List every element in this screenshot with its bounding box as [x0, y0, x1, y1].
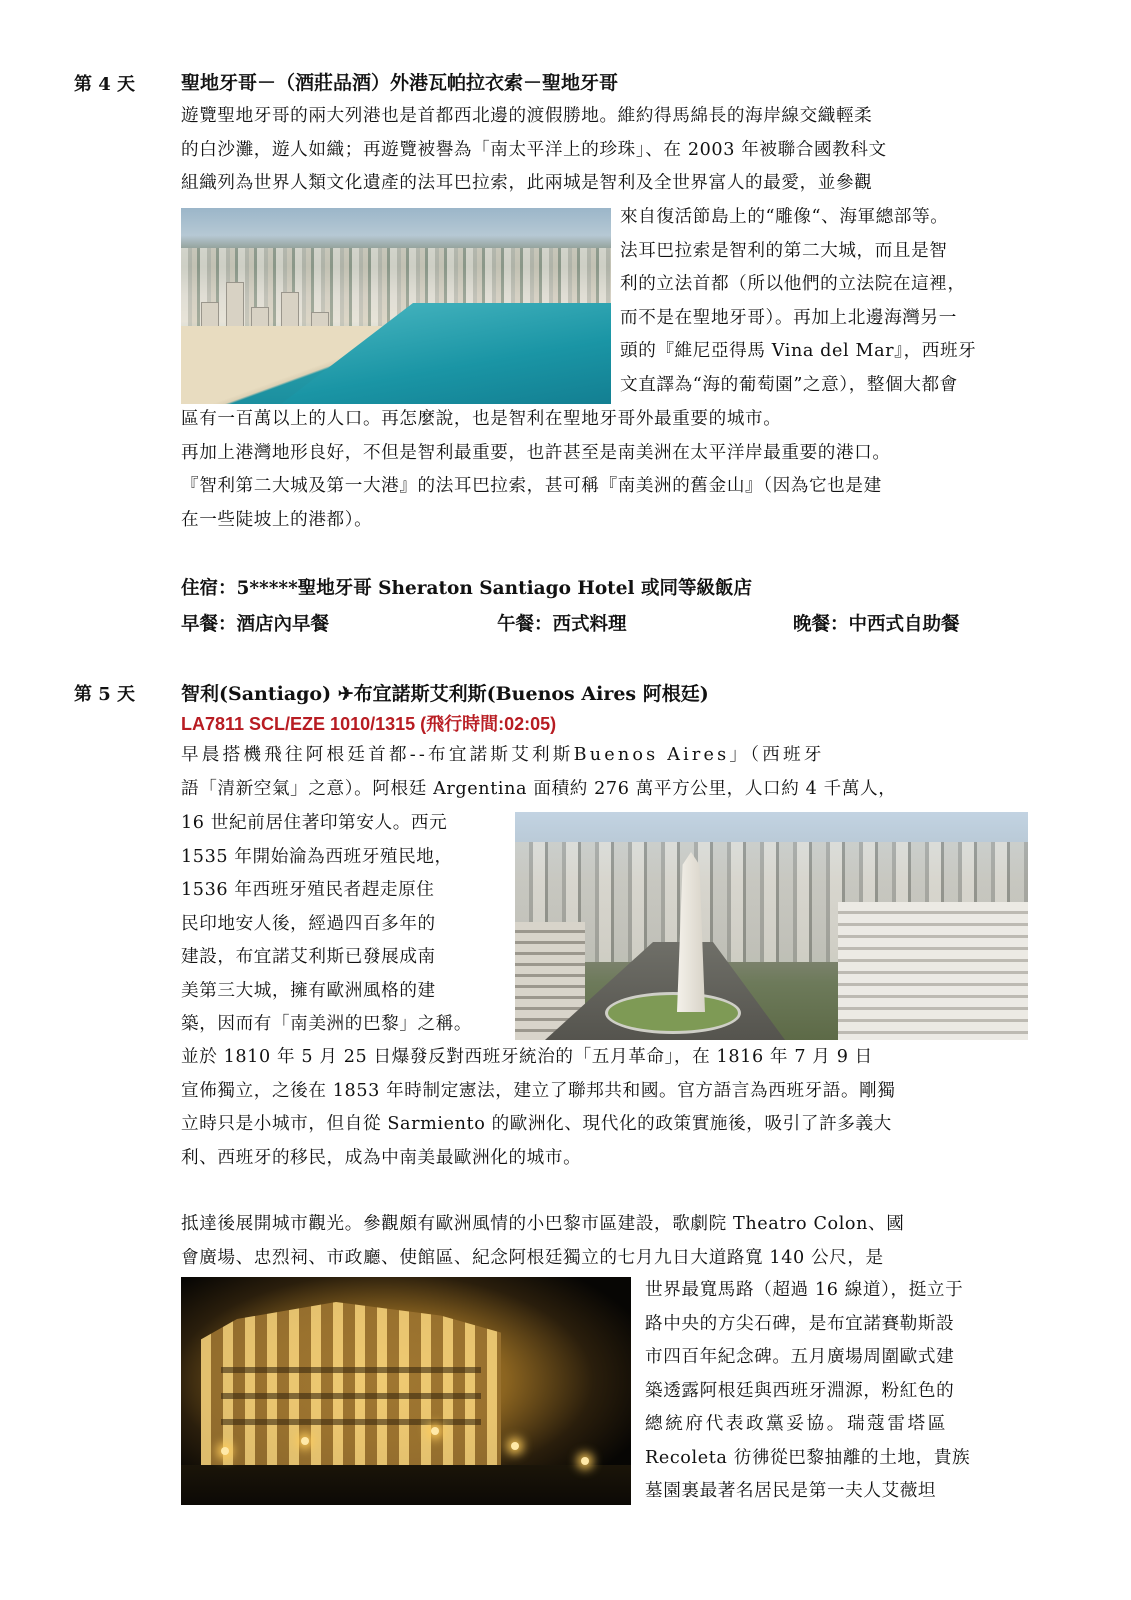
day5-tour-side-line: 築透露阿根廷與西班牙淵源，粉紅色的 [645, 1380, 955, 1401]
day5-side-line: 美第三大城，擁有歐洲風格的建 [181, 980, 436, 1001]
day5-label: 第 5 天 [74, 684, 136, 705]
day5-after-line: 利、西班牙的移民，成為中南美最歐洲化的城市。 [181, 1147, 582, 1168]
day4-side-line: 來自復活節島上的“雕像“、海軍總部等。 [620, 207, 949, 227]
day5-side-line: 築，因而有「南美洲的巴黎」之稱。 [181, 1014, 473, 1034]
day5-tour-side-line: 世界最寬馬路（超過 16 線道），挺立于 [645, 1280, 964, 1300]
day5-title: 智利(Santiago) ✈布宜諾斯艾利斯(Buenos Aires 阿根廷) [181, 683, 709, 705]
day4-side-line: 頭的『維尼亞得馬 Vina del Mar』，西班牙 [620, 341, 977, 361]
day5-tour-text [181, 1208, 904, 1275]
day4-line: 組織列為世界人類文化遺產的法耳巴拉索，此兩城是智利及全世界富人的最愛，並參觀 [181, 173, 873, 193]
day5-tour-line: 抵達後展開城市觀光。參觀頗有歐洲風情的小巴黎市區建設，歌劇院 Theatro Colon、國 [181, 1214, 905, 1234]
day4-after-line: 『智利第二大城及第一大港』的法耳巴拉索，甚可稱『南美洲的舊金山』（因為它也是建 [181, 476, 882, 496]
day4-dinner: 晚餐：中西式自助餐 [793, 614, 960, 635]
day4-intro [181, 100, 887, 201]
day5-tour-side-line: 總統府代表政黨妥協。瑞蔻雷塔區 [645, 1414, 948, 1434]
day5-after-line: 宣佈獨立，之後在 1853 年時制定憲法，建立了聯邦共和國。官方語言為西班牙語。剛獨 [181, 1080, 896, 1101]
day5-tour-side-line: Recoleta 彷彿從巴黎抽離的土地，貴族 [645, 1447, 971, 1468]
day4-line: 的白沙灘，遊人如織；再遊覽被譽為「南太平洋上的珍珠」、在 2003 年被聯合國教科文 [181, 139, 887, 160]
vina-del-mar-photo [181, 208, 611, 404]
day5-side-line: 1536 年西班牙殖民者趕走原住 [181, 880, 435, 900]
day5-intro [181, 739, 896, 806]
day4-side-line: 利的立法首都（所以他們的立法院在這裡， [620, 274, 966, 294]
day5-tour-line: 會廣場、忠烈祠、市政廳、使館區、紀念阿根廷獨立的七月九日大道路寬 140 公尺，是 [181, 1247, 884, 1268]
day4-label: 第 4 天 [74, 74, 136, 95]
day5-tour-side-line: 市四百年紀念碑。五月廣場周圍歐式建 [645, 1347, 955, 1367]
day5-tour-side-line: 路中央的方尖石碑，是布宜諾賽勒斯設 [645, 1313, 955, 1334]
day4-after-line: 在一些陡坡上的港都）。 [181, 509, 373, 530]
day4-after-line: 再加上港灣地形良好，不但是智利最重要，也許甚至是南美洲在太平洋岸最重要的港口。 [181, 442, 891, 463]
day4-side-text [620, 201, 1033, 402]
day4-line: 遊覽聖地牙哥的兩大列港也是首都西北邊的渡假勝地。維約得馬綿長的海岸線交織輕柔 [181, 106, 873, 126]
teatro-colon-photo [181, 1277, 631, 1505]
day4-lunch: 午餐：西式料理 [497, 614, 627, 635]
day5-after-line: 立時只是小城市，但自從 Sarmiento 的歐洲化、現代化的政策實施後，吸引了許多義大 [181, 1114, 892, 1134]
day5-tour-side-text [645, 1274, 970, 1509]
day4-after-text [181, 403, 891, 537]
day5-side-line: 民印地安人後，經過四百多年的 [181, 913, 436, 934]
day4-side-line: 法耳巴拉索是智利的第二大城，而且是智 [620, 240, 948, 261]
day5-side-text [181, 807, 472, 1042]
day5-tour-side-line: 墓園裏最著名居民是第一夫人艾薇坦 [645, 1481, 937, 1501]
day5-after-text [181, 1041, 896, 1175]
day5-line: 語「清新空氣」之意）。阿根廷 Argentina 面積約 276 萬平方公里，人口約 4 千萬人， [181, 778, 897, 799]
day5-flight-info: LA7811 SCL/EZE 1010/1315 (飛行時間:02:05) [181, 714, 557, 734]
day5-side-line: 16 世紀前居住著印第安人。西元 [181, 813, 448, 833]
day4-title: 聖地牙哥－（酒莊品酒）外港瓦帕拉衣索－聖地牙哥 [181, 72, 619, 94]
day4-side-line: 而不是在聖地牙哥）。再加上北邊海灣另一 [620, 307, 957, 328]
day5-line: 早晨搭機飛往阿根廷首都--布宜諾斯艾利斯Buenos Aires」（西班牙 [181, 745, 825, 765]
day4-after-line: 區有一百萬以上的人口。再怎麼說，也是智利在聖地牙哥外最重要的城市。 [181, 409, 782, 429]
day4-side-line: 文直譯為“海的葡萄園”之意），整個大都會 [620, 374, 958, 395]
day4-hotel: 住宿：5*****聖地牙哥 Sheraton Santiago Hotel 或同等級飯店 [181, 578, 752, 599]
day5-after-line: 並於 1810 年 5 月 25 日爆發反對西班牙統治的「五月革命」，在 1816 年 7 月 9 日 [181, 1047, 873, 1067]
day5-side-line: 1535 年開始淪為西班牙殖民地， [181, 846, 453, 867]
day5-side-line: 建設，布宜諾艾利斯已發展成南 [181, 947, 436, 967]
buenos-aires-obelisk-photo [515, 812, 1028, 1040]
day4-breakfast: 早餐：酒店內早餐 [181, 614, 330, 635]
